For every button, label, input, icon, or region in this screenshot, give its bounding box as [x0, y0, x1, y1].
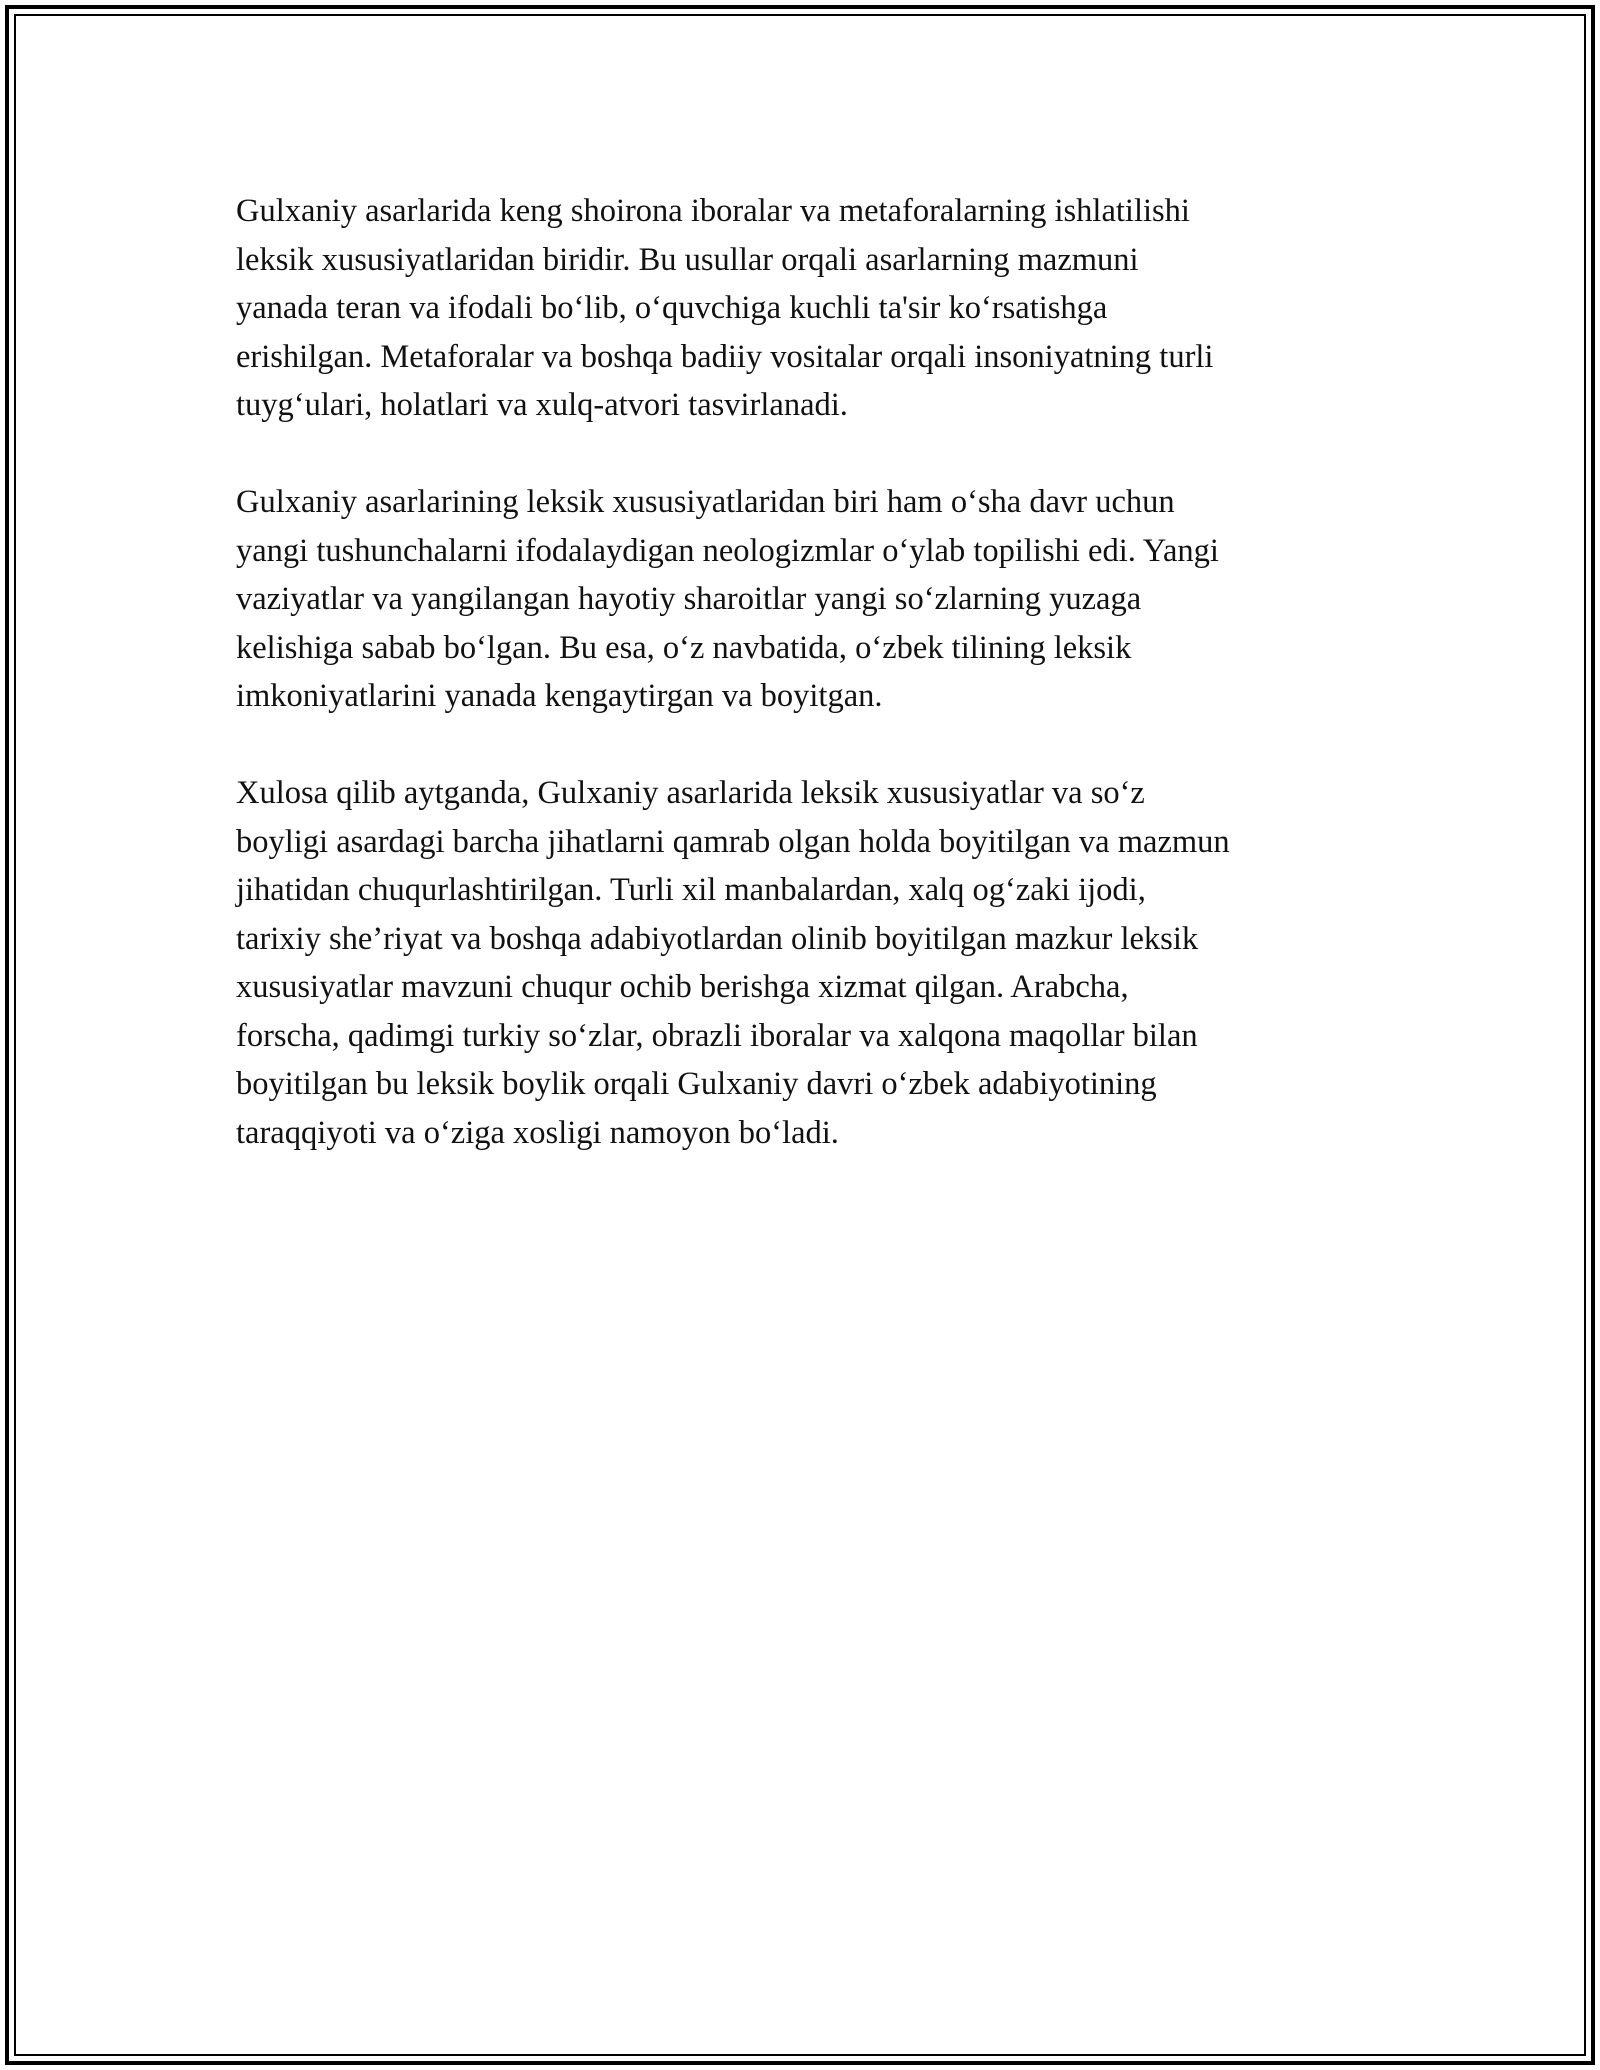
paragraph-line: yanada teran va ifodali bo‘lib, o‘quvchiga kuchli ta'sir ko‘rsatishga	[236, 290, 1108, 326]
paragraph-line: Xulosa qilib aytganda, Gulxaniy asarlarida leksik xususiyatlar va so‘z	[236, 775, 1145, 811]
paragraph-line: Gulxaniy asarlarining leksik xususiyatlaridan biri ham o‘sha davr uchun	[236, 484, 1175, 520]
paragraph-line: kelishiga sabab bo‘lgan. Bu esa, o‘z navbatida, o‘zbek tilining leksik	[236, 629, 1132, 666]
paragraph-line: tuyg‘ulari, holatlari va xulq-atvori tasvirlanadi.	[236, 387, 848, 423]
paragraph-line: xususiyatlar mavzuni chuqur ochib berishga xizmat qilgan. Arabcha,	[236, 969, 1129, 1005]
paragraph-line: leksik xususiyatlaridan biridir. Bu usullar orqali asarlarning mazmuni	[236, 241, 1139, 278]
paragraph-line: forscha, qadimgi turkiy so‘zlar, obrazli iboralar va xalqona maqollar bilan	[236, 1017, 1198, 1054]
paragraph-line: tarixiy she’riyat va boshqa adabiyotlardan olinib boyitilgan mazkur leksik	[236, 920, 1199, 957]
paragraph-line: erishilgan. Metaforalar va boshqa badiiy vositalar orqali insoniyatning turli	[236, 338, 1214, 375]
document-body	[236, 187, 1356, 1206]
paragraph-2	[236, 478, 1356, 721]
paragraph-line: yangi tushunchalarni ifodalaydigan neologizmlar o‘ylab topilishi edi. Yangi	[236, 532, 1219, 569]
paragraph-3	[236, 769, 1356, 1157]
paragraph-line: taraqqiyoti va o‘ziga xosligi namoyon bo‘ladi.	[236, 1114, 839, 1151]
paragraph-line: jihatidan chuqurlashtirilgan. Turli xil manbalardan, xalq og‘zaki ijodi,	[236, 872, 1146, 908]
paragraph-line: imkoniyatlarini yanada kengaytirgan va boyitgan.	[236, 678, 883, 714]
paragraph-line: Gulxaniy asarlarida keng shoirona iboralar va metaforalarning ishlatilishi	[236, 193, 1190, 229]
paragraph-line: vaziyatlar va yangilangan hayotiy sharoitlar yangi so‘zlarning yuzaga	[236, 581, 1142, 617]
paragraph-line: boyligi asardagi barcha jihatlarni qamrab olgan holda boyitilgan va mazmun	[236, 823, 1230, 860]
paragraph-1	[236, 187, 1356, 430]
paragraph-line: boyitilgan bu leksik boylik orqali Gulxaniy davri o‘zbek adabiyotining	[236, 1066, 1157, 1102]
